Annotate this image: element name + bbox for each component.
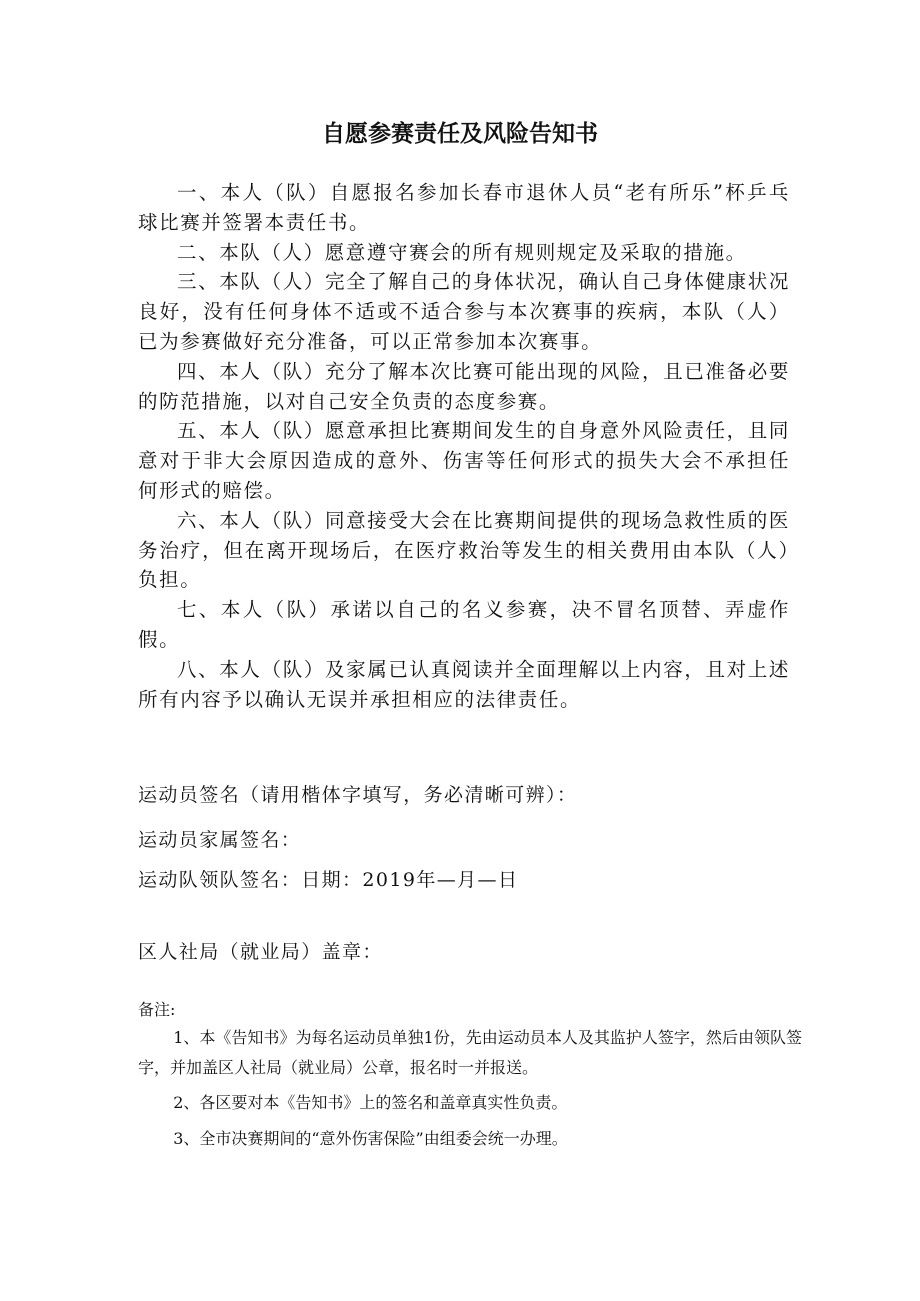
clause-item: 八、本人（队）及家属已认真阅读并全面理解以上内容，且对上述所有内容予以确认无误并承担相应的法律责任。	[138, 657, 790, 711]
notes-title: 备注:	[138, 1000, 176, 1019]
clause-item: 四、本人（队）充分了解本次比赛可能出现的风险，且已准备必要的防范措施，以对自己安全负责的态度参赛。	[138, 359, 790, 413]
clause-list	[138, 178, 790, 714]
note-item: 3、全市决赛期间的“意外伤害保险”由组委会统一办理。	[173, 1128, 568, 1148]
family-signature-line: 运动员家属签名：	[138, 829, 302, 851]
athlete-signature-line: 运动员签名（请用楷体字填写，务必清晰可辨）：	[138, 784, 578, 806]
note-item: 1、本《告知书》为每名运动员单独1份，先由运动员本人及其监护人签字，然后由领队签字，并加盖区人社局（就业局）公章，报名时一并报送。	[138, 1028, 802, 1077]
clause-item: 六、本人（队）同意接受大会在比赛期间提供的现场急救性质的医务治疗，但在离开现场后，在医疗救治等发生的相关费用由本队（人）负担。	[138, 508, 790, 592]
clause-item: 五、本人（队）愿意承担比赛期间发生的自身意外风险责任，且同意对于非大会原因造成的意外、伤害等任何形式的损失大会不承担任何形式的赔偿。	[138, 419, 790, 502]
clause-item: 三、本队（人）完全了解自己的身体状况，确认自己身体健康状况良好，没有任何身体不适或不适合参与本次赛事的疾病，本队（人）已为参赛做好充分准备，可以正常参加本次赛事。	[138, 270, 790, 353]
note-item: 2、各区要对本《告知书》上的签名和盖章真实性负责。	[173, 1093, 568, 1112]
leader-signature-date-line: 运动队领队签名：日期：2019年—月—日	[138, 869, 519, 891]
notes-list	[138, 1023, 802, 1159]
clause-item: 一、本人（队）自愿报名参加长春市退休人员“老有所乐”杯乒乓球比赛并签署本责任书。	[138, 181, 790, 234]
document-title: 自愿参赛责任及风险告知书	[322, 121, 598, 147]
clause-item: 七、本人（队）承诺以自己的名义参赛，决不冒名顶替、弄虚作假。	[138, 598, 790, 651]
stamp-line: 区人社局（就业局）盖章：	[138, 941, 383, 963]
clause-item: 二、本队（人）愿意遵守赛会的所有规则规定及采取的措施。	[177, 240, 747, 264]
